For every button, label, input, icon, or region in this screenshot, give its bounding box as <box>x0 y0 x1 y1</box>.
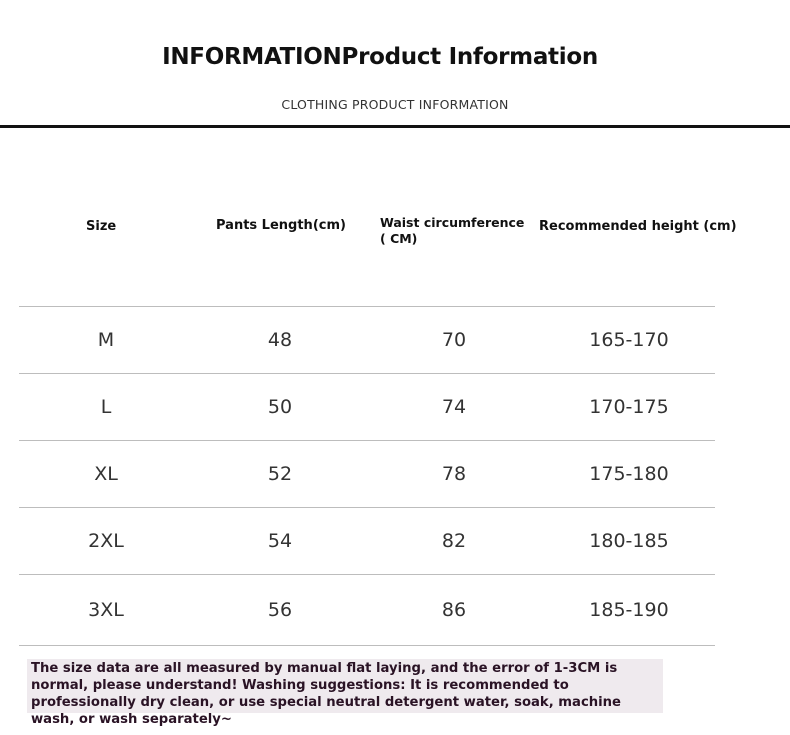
header-divider <box>0 125 790 128</box>
cell-waist: 70 <box>441 329 467 351</box>
column-header-waist: Waist circumference ( CM) <box>380 215 525 246</box>
size-table <box>19 306 715 646</box>
table-row <box>19 306 715 373</box>
cell-size: 3XL <box>88 599 124 621</box>
table-row <box>19 507 715 574</box>
cell-size: L <box>100 396 112 418</box>
cell-pants-length: 56 <box>267 599 293 621</box>
cell-pants-length: 50 <box>267 396 293 418</box>
cell-waist: 82 <box>441 530 467 552</box>
table-row <box>19 440 715 507</box>
cell-height: 170-175 <box>589 396 669 418</box>
cell-pants-length: 52 <box>267 463 293 485</box>
cell-size: XL <box>94 463 118 485</box>
page-subtitle: CLOTHING PRODUCT INFORMATION <box>281 97 509 112</box>
cell-waist: 78 <box>441 463 467 485</box>
cell-height: 185-190 <box>589 599 669 621</box>
cell-size: M <box>97 329 115 351</box>
column-header-pants-length: Pants Length(cm) <box>216 218 346 233</box>
cell-height: 165-170 <box>589 329 669 351</box>
column-header-size: Size <box>86 219 117 234</box>
table-row <box>19 373 715 440</box>
cell-pants-length: 54 <box>267 530 293 552</box>
page-title: INFORMATIONProduct Information <box>162 44 598 70</box>
measurement-note: The size data are all measured by manual flat laying, and the error of 1-3CM is normal, please understand! Washing suggestions: It is recommended to professionally dry clean, or use special neutral detergent water, soak, machine wash, or wash separately~ <box>27 659 663 713</box>
cell-waist: 86 <box>441 599 467 621</box>
cell-height: 180-185 <box>589 530 669 552</box>
cell-waist: 74 <box>441 396 467 418</box>
column-header-height: Recommended height (cm) <box>539 219 737 234</box>
table-row <box>19 574 715 646</box>
cell-pants-length: 48 <box>267 329 293 351</box>
cell-size: 2XL <box>88 530 124 552</box>
cell-height: 175-180 <box>589 463 669 485</box>
